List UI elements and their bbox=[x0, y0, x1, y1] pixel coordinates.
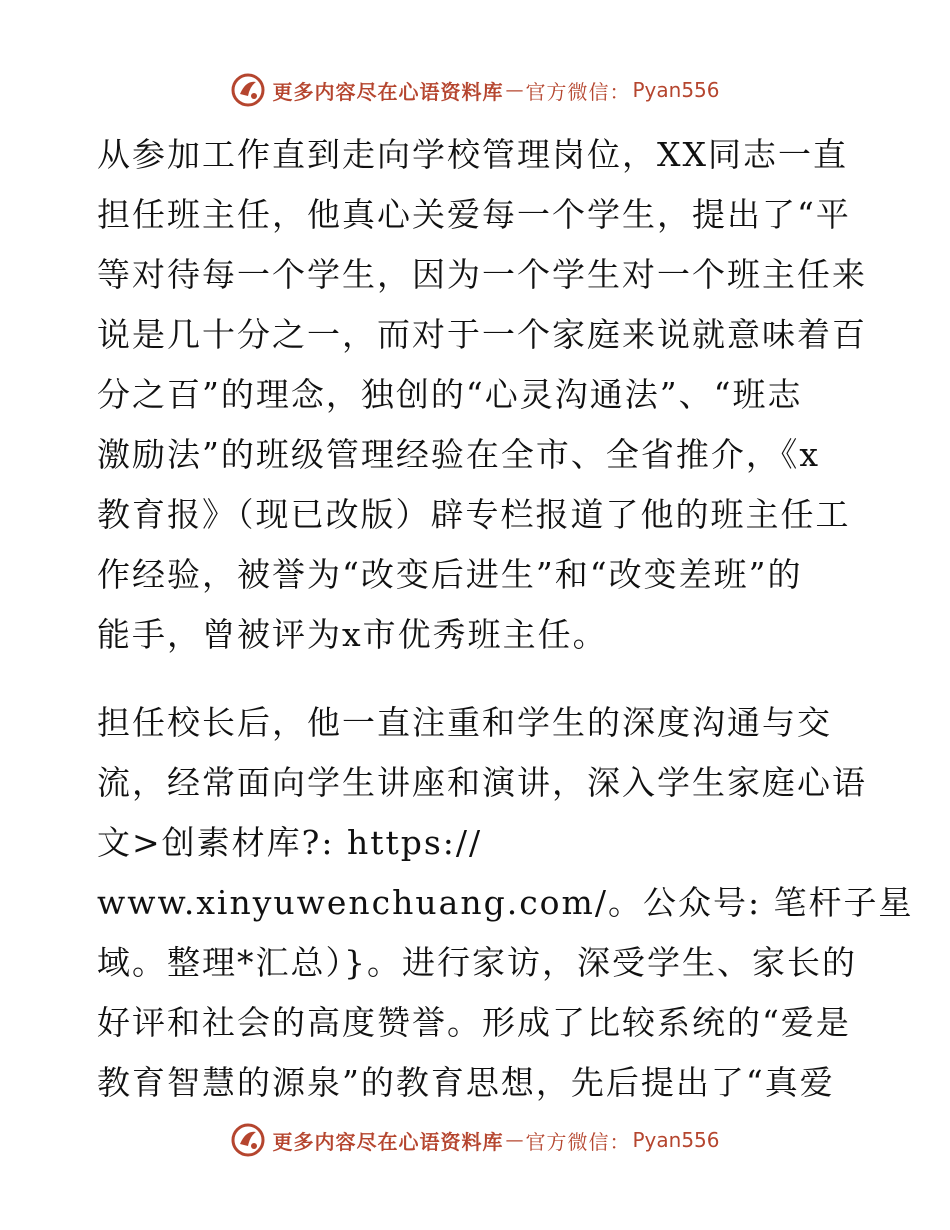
text-line: 担任校长后，他一直注重和学生的深度沟通与交 bbox=[97, 703, 832, 742]
paragraph-1 bbox=[97, 125, 867, 665]
text-line: 说是几十分之一，而对于一个家庭来说就意味着百 bbox=[97, 315, 867, 354]
banner-separator: — bbox=[505, 79, 524, 101]
text-line: 教育智慧的源泉”的教育思想，先后提出了“真爱 bbox=[97, 1063, 835, 1102]
header-banner bbox=[0, 70, 950, 110]
text-line: 文>创素材库?: https:// bbox=[97, 823, 483, 862]
brand-text: 更多内容尽在心语资料库 bbox=[272, 1129, 504, 1154]
banner-separator: — bbox=[505, 1129, 524, 1151]
wechat-id: Pyan556 bbox=[632, 78, 720, 102]
text-line: 担任班主任，他真心关爱每一个学生，提出了“平 bbox=[97, 195, 851, 234]
brand-text: 更多内容尽在心语资料库 bbox=[272, 79, 504, 104]
text-line: 教育报》（现已改版）辟专栏报道了他的班主任工 bbox=[97, 495, 851, 534]
text-line: www.xinyuwenchuang.com/。公众号: 笔杆子星 bbox=[97, 883, 914, 922]
text-line: 作经验，被誉为“改变后进生”和“改变差班”的 bbox=[97, 555, 803, 594]
text-line: 从参加工作直到走向学校管理岗位，XX同志一直 bbox=[97, 135, 848, 174]
paragraph-gap bbox=[97, 665, 857, 693]
text-line: 能手，曾被评为x市优秀班主任。 bbox=[97, 615, 608, 654]
brand-logo-icon bbox=[230, 72, 266, 108]
text-line: 激励法”的班级管理经验在全市、全省推介，《x bbox=[97, 435, 820, 474]
paragraph-2 bbox=[97, 693, 914, 1113]
footer-banner bbox=[0, 1120, 950, 1160]
wechat-label: 官方微信： bbox=[525, 1129, 631, 1154]
wechat-label: 官方微信： bbox=[525, 79, 631, 104]
text-line: 好评和社会的高度赞誉。形成了比较系统的“爱是 bbox=[97, 1003, 851, 1042]
text-line: 流，经常面向学生讲座和演讲，深入学生家庭心语 bbox=[97, 763, 867, 802]
document-body bbox=[97, 125, 914, 1113]
text-line: 域。整理*汇总）}。进行家访，深受学生、家长的 bbox=[97, 943, 857, 982]
text-line: 分之百”的理念，独创的“心灵沟通法”、“班志 bbox=[97, 375, 803, 414]
wechat-id: Pyan556 bbox=[632, 1128, 720, 1152]
brand-logo-icon bbox=[230, 1122, 266, 1158]
text-line: 等对待每一个学生，因为一个学生对一个班主任来 bbox=[97, 255, 867, 294]
